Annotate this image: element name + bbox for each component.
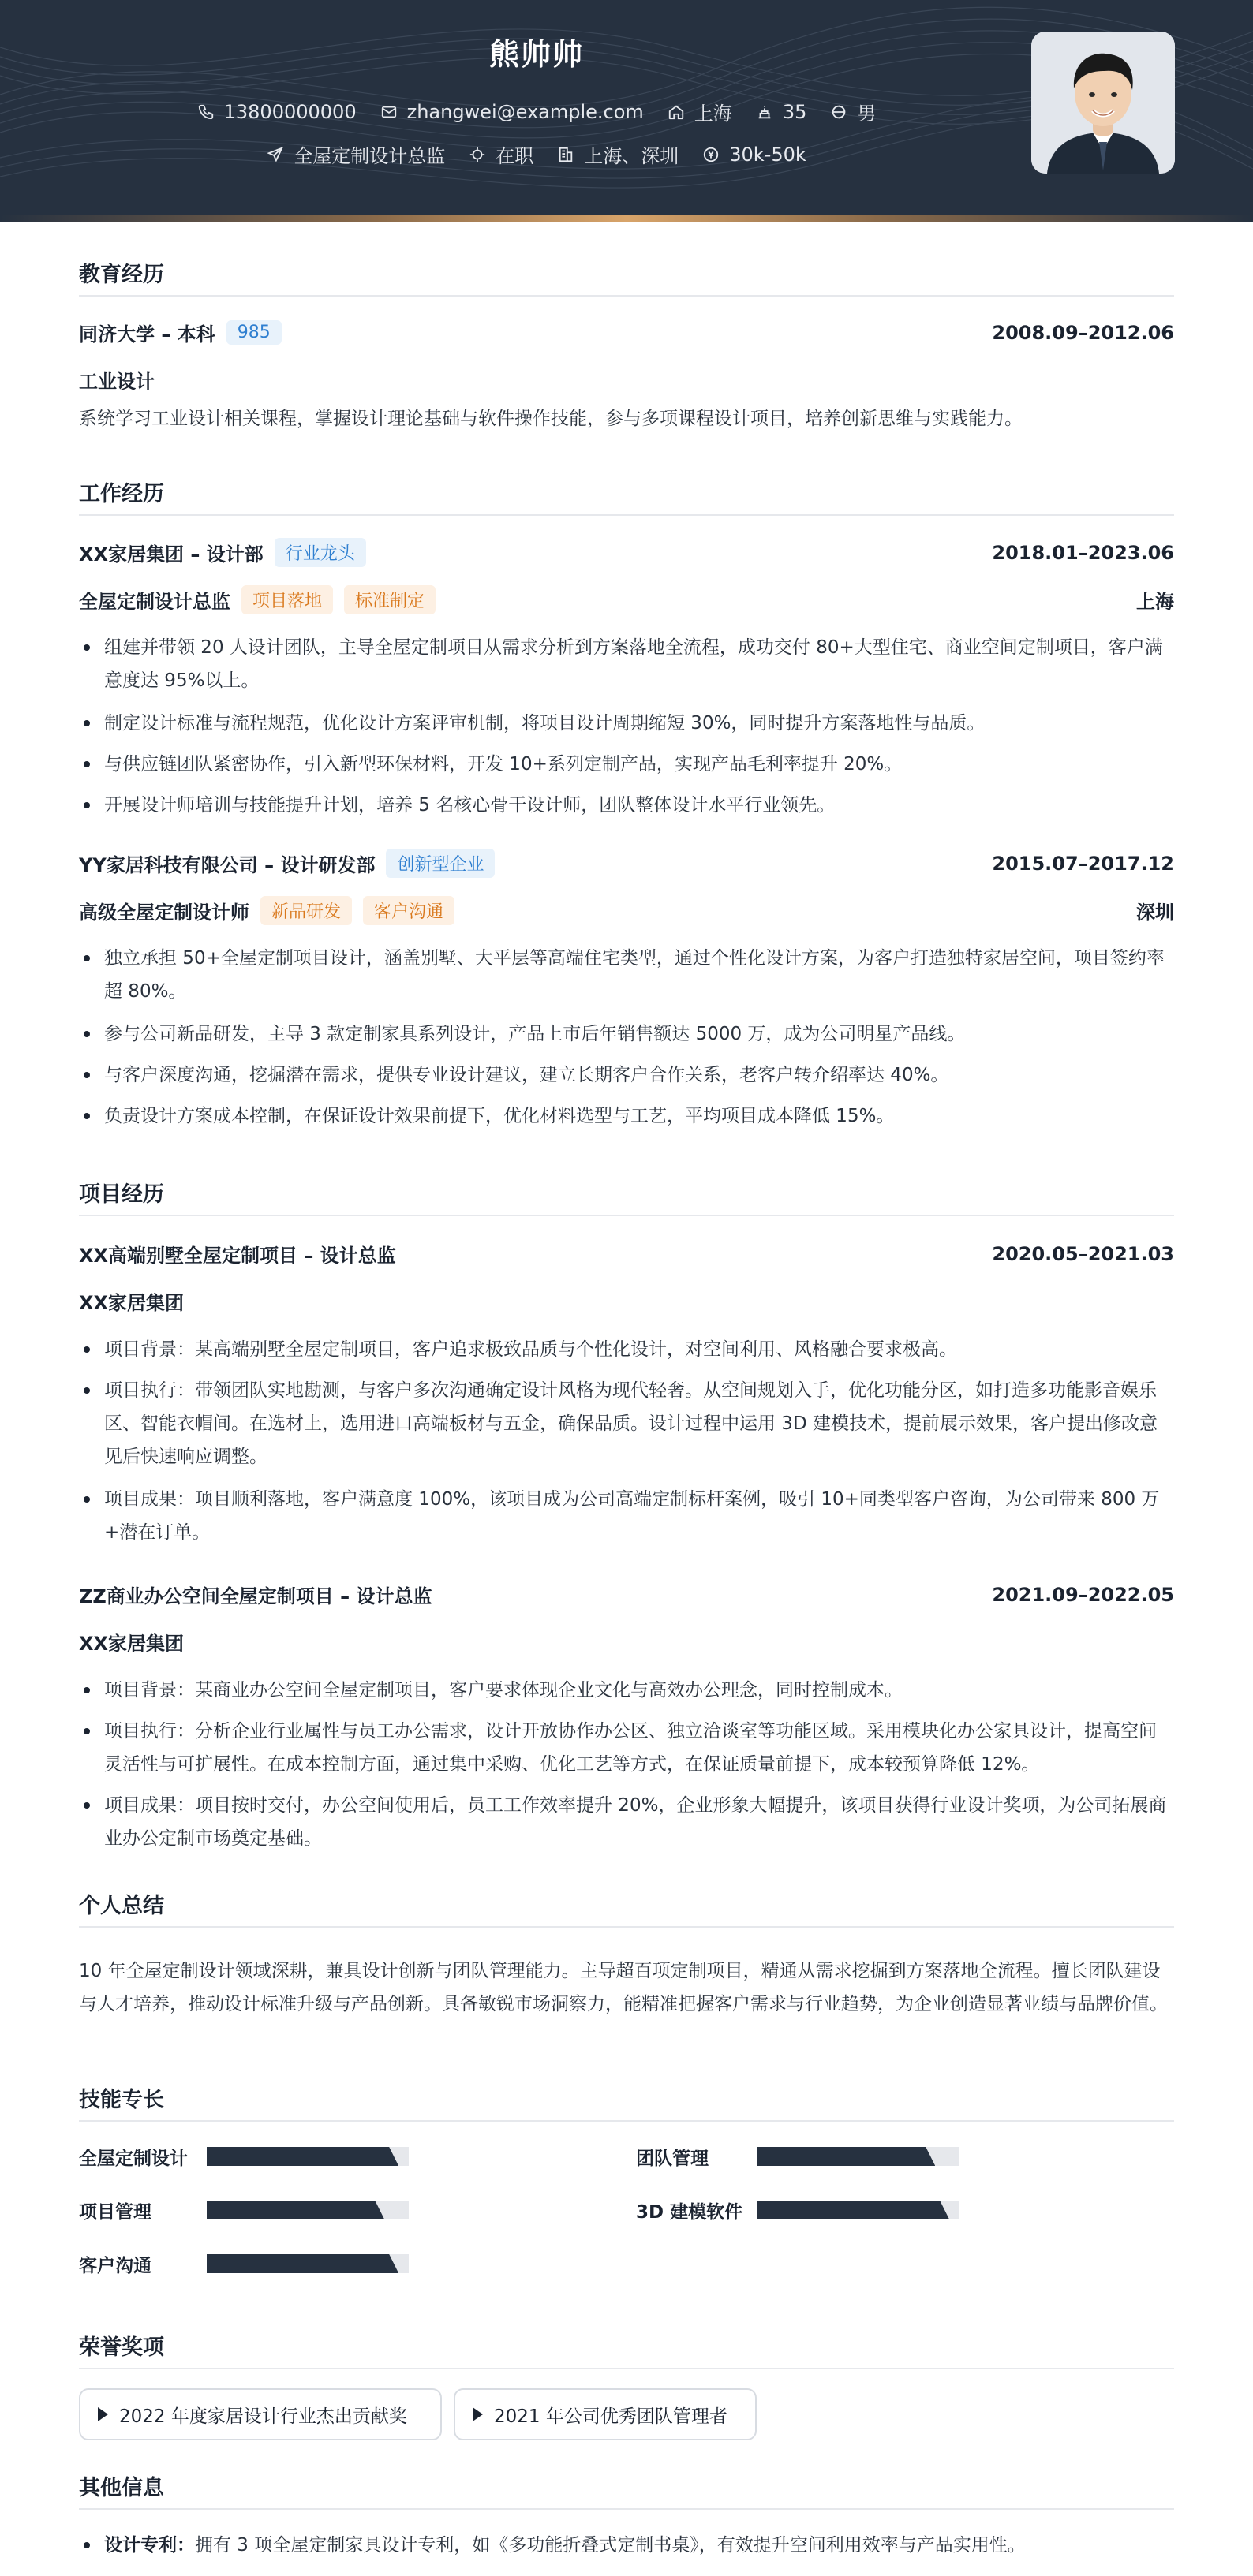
salary-icon [702, 146, 720, 163]
work-bullet: 与供应链团队紧密协作，引入新型环保材料，开发 10+系列定制产品，实现产品毛利率提升 20%。 [79, 748, 1174, 781]
award-text: 2021 年公司优秀团队管理者 [494, 2406, 727, 2427]
target-city-text: 上海、深圳 [584, 145, 679, 167]
skill-level-bar [207, 2201, 409, 2219]
skill-level-bar [757, 2201, 959, 2219]
resume-header [0, 0, 1253, 222]
mail-icon [380, 103, 398, 121]
company-tag: 创新型企业 [386, 849, 495, 878]
avatar [1031, 32, 1175, 174]
company-tag: 行业龙头 [275, 538, 366, 567]
city-text: 上海 [694, 103, 732, 125]
project-row [79, 1581, 1174, 1608]
project-date: 2020.05–2021.03 [992, 1242, 1174, 1265]
award-text: 2022 年度家居设计行业杰出贡献奖 [119, 2406, 407, 2427]
gender-icon [830, 103, 847, 121]
education-title: 教育经历 [79, 257, 1174, 297]
project-bullet: 项目执行：分析企业行业属性与员工办公需求，设计开放协作办公区、独立洽谈室等功能区域。采用模块化办公家具设计，提高空间灵活性与可扩展性。在成本控制方面，通过集中采购、优化工艺等方式，在保证质量前提下，成本较预算降低 12%。 [79, 1715, 1174, 1781]
education-row [79, 319, 1174, 346]
summary-section [79, 1888, 1174, 1928]
job-intent-row [0, 140, 1073, 168]
skill-level-bar [207, 2147, 409, 2166]
skill-level-fill [757, 2201, 949, 2219]
school-name: 同济大学 – 本科 [79, 323, 215, 345]
skills-section [79, 2082, 1174, 2122]
salary-item [702, 144, 806, 166]
work-bullet: 独立承担 50+全屋定制项目设计，涵盖别墅、大平层等高端住宅类型，通过个性化设计方案，为客户打造独特家居空间，项目签约率超 80%。 [79, 942, 1174, 1008]
work-title: 工作经历 [79, 476, 1174, 516]
work-bullet: 负责设计方案成本控制，在保证设计效果前提下，优化材料选型与工艺，平均项目成本降低 15%。 [79, 1099, 1174, 1133]
status-item [469, 140, 533, 168]
skill-level-fill [207, 2201, 384, 2219]
major-name: 工业设计 [79, 371, 155, 393]
work-company-row [79, 538, 1174, 567]
work-bullet: 组建并带领 20 人设计团队，主导全屋定制项目从需求分析到方案落地全流程，成功交付 80+大型住宅、商业空间定制项目，客户满意度达 95%以上。 [79, 631, 1174, 697]
skill-label: 团队管理 [636, 2149, 709, 2169]
skills-title: 技能专长 [79, 2082, 1174, 2122]
email-text: zhangwei@example.com [406, 100, 644, 123]
work-location: 上海 [1136, 591, 1174, 613]
education-date: 2008.09–2012.06 [992, 321, 1174, 344]
job-tag: 客户沟通 [363, 896, 454, 925]
other-text: 拥有 3 项全屋定制家具设计专利，如《多功能折叠式定制书桌》，有效提升空间利用效率与产品实用性。 [195, 2535, 1026, 2555]
phone-text: 13800000000 [223, 100, 357, 123]
skill-level-bar [757, 2147, 959, 2166]
skill-label: 客户沟通 [79, 2256, 151, 2276]
job-tag: 标准制定 [344, 585, 436, 614]
phone-item[interactable] [197, 101, 357, 123]
phone-icon [197, 103, 215, 121]
work-date: 2015.07–2017.12 [992, 852, 1174, 875]
work-title-row [79, 896, 1174, 925]
other-title: 其他信息 [79, 2470, 1174, 2510]
skill-label: 项目管理 [79, 2202, 151, 2223]
status-icon [469, 146, 486, 163]
other-section [79, 2470, 1174, 2510]
work-company-row [79, 849, 1174, 878]
education-desc: 系统学习工业设计相关课程，掌握设计理论基础与软件操作技能，参与多项课程设计项目，培养创新思维与实践能力。 [79, 409, 1023, 429]
major-row [79, 366, 1174, 394]
projects-title: 项目经历 [79, 1177, 1174, 1216]
school-tag: 985 [226, 320, 282, 345]
job-title: 高级全屋定制设计师 [79, 902, 249, 924]
avatar-photo [1031, 32, 1175, 174]
job-title: 全屋定制设计总监 [79, 591, 230, 613]
honors-title: 荣誉奖项 [79, 2330, 1174, 2369]
gender-item [830, 98, 876, 125]
candidate-name: 熊帅帅 [488, 37, 584, 72]
project-date: 2021.09–2022.05 [992, 1583, 1174, 1606]
other-label: 设计专利： [104, 2535, 195, 2555]
project-bullet: 项目成果：项目按时交付，办公空间使用后，员工工作效率提升 20%，企业形象大幅提升，该项目获得行业设计奖项，为公司拓展商业办公定制市场奠定基础。 [79, 1789, 1174, 1855]
gender-text: 男 [857, 103, 877, 125]
project-company: XX家居集团 [79, 1633, 185, 1655]
skill-label: 3D 建模软件 [636, 2202, 743, 2223]
education-section [79, 257, 1174, 297]
work-bullet: 制定设计标准与流程规范，优化设计方案评审机制，将项目设计周期缩短 30%，同时提升方案落地性与品质。 [79, 707, 1174, 740]
triangle-icon [473, 2407, 483, 2421]
work-bullet: 参与公司新品研发，主导 3 款定制家具系列设计，产品上市后年销售额达 5000 万，成为公司明星产品线。 [79, 1017, 1174, 1051]
skill-level-fill [207, 2254, 398, 2273]
header-accent-line [0, 215, 1253, 222]
skill-level-fill [207, 2147, 398, 2166]
project-bullet: 项目成果：项目顺利落地，客户满意度 100%，该项目成为公司高端定制标杆案例，吸引 10+同类型客户咨询，为公司带来 800 万+潜在订单。 [79, 1483, 1174, 1549]
work-date: 2018.01–2023.06 [992, 541, 1174, 564]
salary-text: 30k-50k [729, 143, 806, 166]
target-city-item [557, 140, 679, 168]
age-icon [756, 103, 773, 121]
projects-section [79, 1177, 1174, 1216]
city-item [668, 98, 732, 125]
skill-label: 全屋定制设计 [79, 2149, 188, 2169]
triangle-icon [98, 2407, 108, 2421]
age-item [756, 101, 807, 123]
project-bullet: 项目执行：带领团队实地勘测，与客户多次沟通确定设计风格为现代轻奢。从空间规划入手，优化功能分区，如打造多功能影音娱乐区、智能衣帽间。在选材上，选用进口高端板材与五金，确保品质。设计过程中运用 3D 建模技术，提前展示效果，客户提出修改意见后快速响应调整。 [79, 1374, 1174, 1473]
home-icon [668, 103, 685, 121]
project-company-row [79, 1628, 1174, 1656]
other-bullet [79, 2529, 1174, 2562]
project-bullet: 项目背景：某商业办公空间全屋定制项目，客户要求体现企业文化与高效办公理念，同时控制成本。 [79, 1674, 1174, 1707]
company-name: XX家居集团 – 设计部 [79, 543, 264, 566]
project-name: ZZ商业办公空间全屋定制项目 – 设计总监 [79, 1585, 432, 1607]
work-bullet: 开展设计师培训与技能提升计划，培养 5 名核心骨干设计师，团队整体设计水平行业领先。 [79, 789, 1174, 822]
work-title-row [79, 585, 1174, 614]
project-name: XX高端别墅全屋定制项目 – 设计总监 [79, 1245, 396, 1267]
send-icon [267, 146, 284, 163]
summary-text: 10 年全屋定制设计领域深耕，兼具设计创新与团队管理能力。主导超百项定制项目，精通从需求挖掘到方案落地全流程。擅长团队建设与人才培养，推动设计标准升级与产品创新。具备敏锐市场洞察力，能精准把握客户需求与行业趋势，为企业创造显著业绩与品牌价值。 [79, 1961, 1168, 2014]
project-company: XX家居集团 [79, 1292, 185, 1314]
email-item[interactable] [380, 101, 644, 123]
work-location: 深圳 [1136, 902, 1174, 924]
target-position-item [267, 140, 445, 168]
contact-row [0, 98, 1073, 125]
project-bullet: 项目背景：某高端别墅全屋定制项目，客户追求极致品质与个性化设计，对空间利用、风格融合要求极高。 [79, 1333, 1174, 1366]
skill-level-fill [757, 2147, 935, 2166]
project-company-row [79, 1287, 1174, 1315]
building-icon [557, 146, 574, 163]
skill-level-bar [207, 2254, 409, 2273]
job-tag: 新品研发 [260, 896, 352, 925]
summary-title: 个人总结 [79, 1888, 1174, 1928]
status-text: 在职 [496, 145, 534, 167]
project-row [79, 1240, 1174, 1267]
target-position-text: 全屋定制设计总监 [294, 145, 446, 167]
job-tag: 项目落地 [241, 585, 333, 614]
work-section [79, 476, 1174, 516]
award-chip [454, 2388, 757, 2440]
company-name: YY家居科技有限公司 – 设计研发部 [79, 854, 376, 876]
honors-section [79, 2330, 1174, 2369]
age-text: 35 [782, 100, 807, 123]
award-chip [79, 2388, 442, 2440]
work-bullet: 与客户深度沟通，挖掘潜在需求，提供专业设计建议，建立长期客户合作关系，老客户转介绍率达 40%。 [79, 1058, 1174, 1092]
